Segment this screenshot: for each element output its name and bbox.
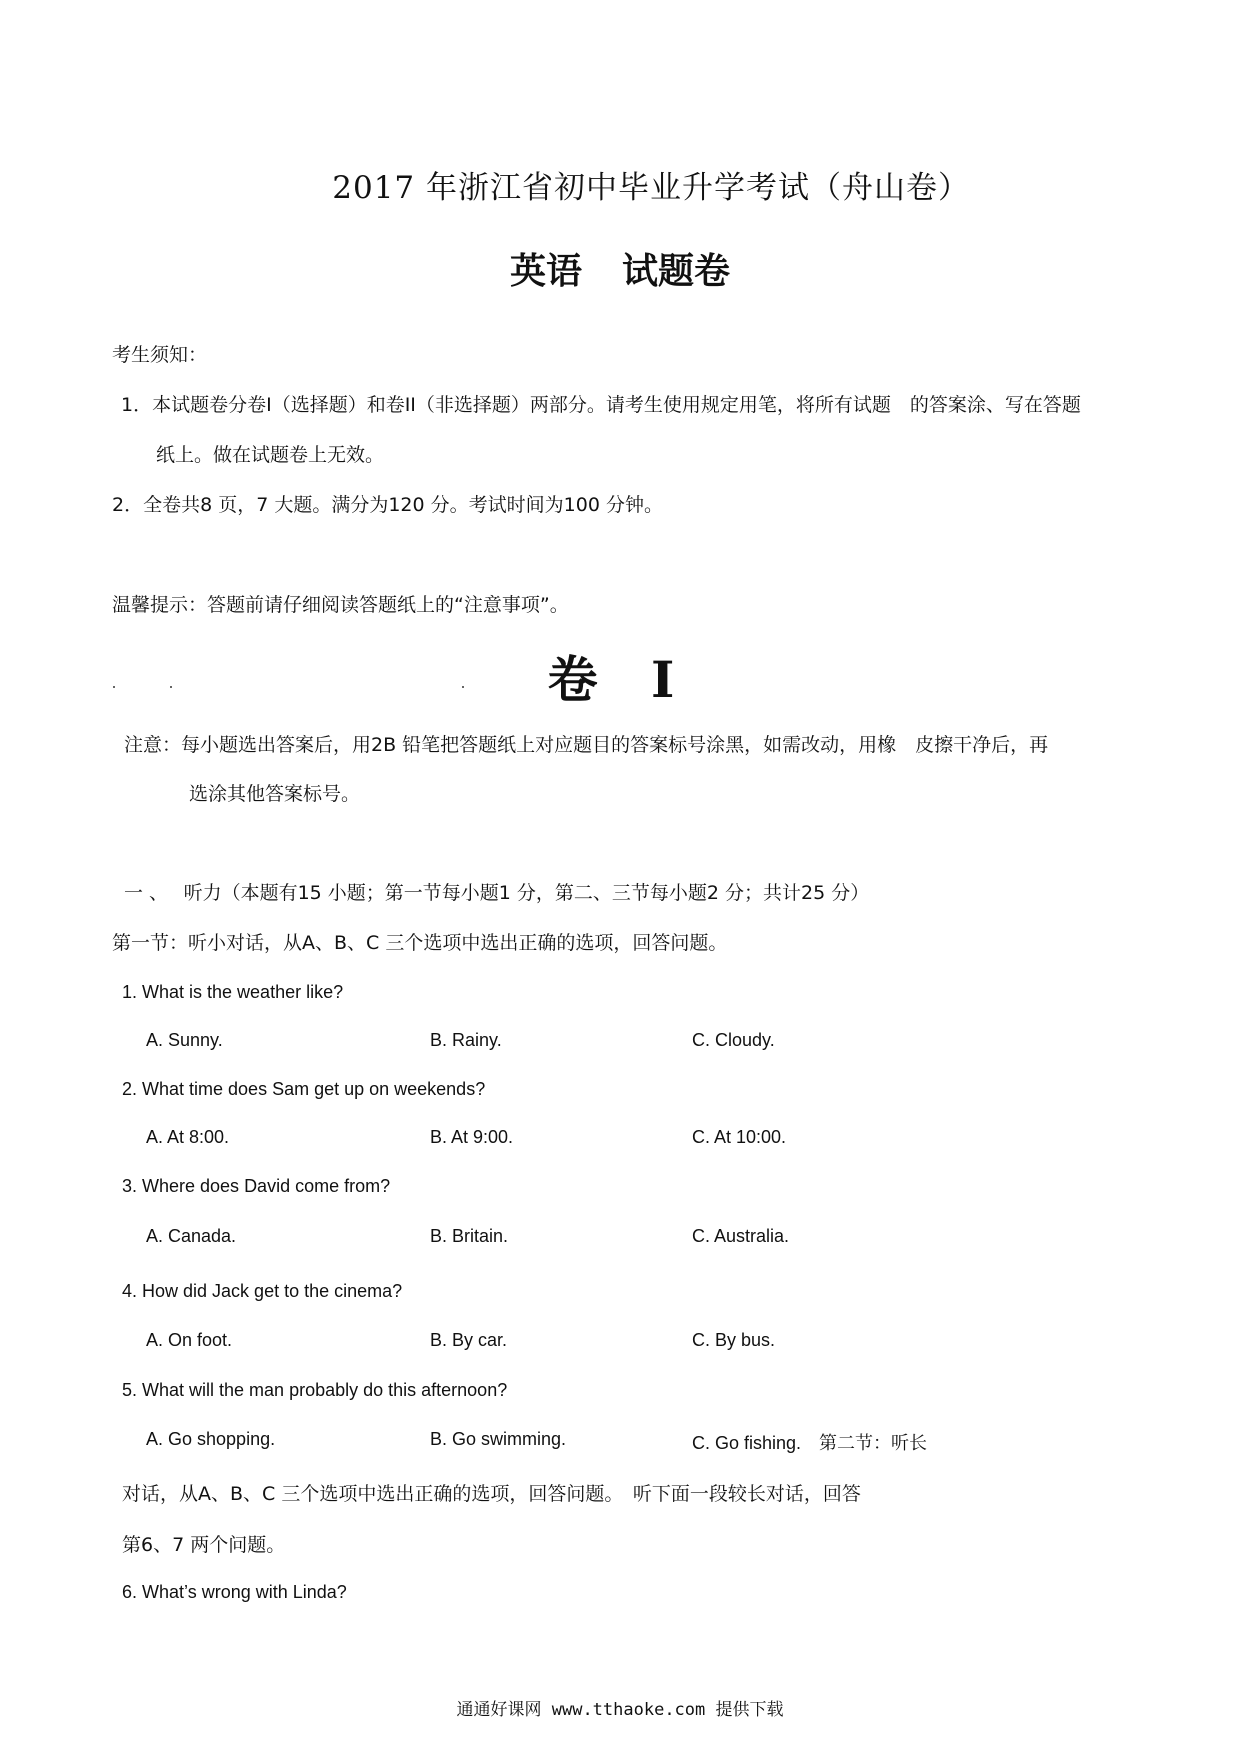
question-3-option-b: B. Britain. bbox=[430, 1226, 509, 1246]
question-5-option-a: A. Go shopping. bbox=[146, 1429, 276, 1449]
notice-item-2: 2．全卷共8 页，7 大题。满分为120 分。考试时间为100 分钟。 bbox=[112, 494, 663, 516]
notice-heading: 考生须知： bbox=[112, 344, 208, 366]
question-3-option-c: C. Australia. bbox=[692, 1226, 790, 1246]
paper-label: 试题卷 bbox=[622, 251, 731, 292]
subject-label: 英语 bbox=[509, 251, 582, 292]
question-1-option-c: C. Cloudy. bbox=[692, 1030, 775, 1050]
question-3-option-a: A. Canada. bbox=[146, 1226, 237, 1246]
attention-line-2: 选涂其他答案标号。 bbox=[189, 783, 361, 805]
question-1-option-a: A. Sunny. bbox=[146, 1030, 223, 1050]
paper-subtitle bbox=[0, 243, 1240, 294]
part-one-heading: 一 、 听力（本题有15 小题；第一节每小题1 分，第二、三节每小题2 分；共计25 分） bbox=[124, 882, 870, 904]
reminder-tip: 温馨提示：答题前请仔细阅读答题纸上的“注意事项”。 bbox=[112, 594, 569, 616]
section-title: 卷 I bbox=[547, 650, 693, 709]
question-2-option-b: B. At 9:00. bbox=[430, 1127, 514, 1147]
scan-speck bbox=[462, 686, 464, 688]
question-6: 6. What’s wrong with Linda? bbox=[122, 1582, 347, 1602]
attention-line-1: 注意：每小题选出答案后，用2B 铅笔把答题纸上对应题目的答案标号涂黑，如需改动，用橡 皮擦干净后，再 bbox=[124, 734, 1049, 756]
question-2-option-c: C. At 10:00. bbox=[692, 1127, 787, 1147]
scan-speck bbox=[170, 686, 172, 688]
question-5: 5. What will the man probably do this afternoon? bbox=[122, 1380, 508, 1400]
exam-title: 2017 年浙江省初中毕业升学考试（舟山卷） bbox=[332, 170, 970, 206]
notice-item-1-line-2: 纸上。做在试题卷上无效。 bbox=[156, 444, 385, 466]
question-4-option-b: B. By car. bbox=[430, 1330, 508, 1350]
question-4-option-c: C. By bus. bbox=[692, 1330, 776, 1350]
scan-speck bbox=[113, 686, 115, 688]
question-5-option-c: C. Go fishing. 第二节：听长 bbox=[692, 1433, 928, 1453]
question-2: 2. What time does Sam get up on weekends? bbox=[122, 1079, 486, 1099]
question-2-option-a: A. At 8:00. bbox=[146, 1127, 230, 1147]
question-1: 1. What is the weather like? bbox=[122, 982, 344, 1002]
question-4: 4. How did Jack get to the cinema? bbox=[122, 1281, 403, 1301]
section-1-instruction: 第一节：听小对话，从A、B、C 三个选项中选出正确的选项，回答问题。 bbox=[112, 932, 728, 954]
download-footer: 通通好课网 www.tthaoke.com 提供下载 bbox=[456, 1700, 784, 1720]
question-3: 3. Where does David come from? bbox=[122, 1176, 391, 1196]
section-2-instruction-line-1: 对话，从A、B、C 三个选项中选出正确的选项，回答问题。 听下面一段较长对话，回答 bbox=[122, 1483, 861, 1505]
section-2-instruction-line-2: 第6、7 两个问题。 bbox=[122, 1534, 286, 1556]
notice-item-1-line-1: 1．本试题卷分卷I（选择题）和卷II（非选择题）两部分。请考生使用规定用笔，将所有试题 的答案涂、写在答题 bbox=[121, 394, 1081, 416]
question-5-option-b: B. Go swimming. bbox=[430, 1429, 567, 1449]
question-1-option-b: B. Rainy. bbox=[430, 1030, 502, 1050]
question-4-option-a: A. On foot. bbox=[146, 1330, 233, 1350]
